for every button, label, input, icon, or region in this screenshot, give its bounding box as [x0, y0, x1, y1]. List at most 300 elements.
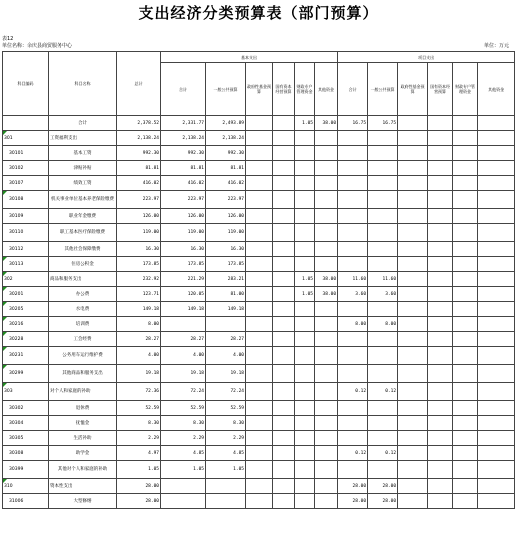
- cell-p-general: [368, 161, 398, 176]
- row-name: 抚恤金: [49, 416, 117, 431]
- cell-p-state: [428, 347, 453, 365]
- cell-b-state: [273, 383, 295, 401]
- row-name: 生活补助: [49, 431, 117, 446]
- cell-p-other: [478, 446, 515, 461]
- header-basic: 基本支出: [161, 52, 338, 63]
- comment-marker-icon: [3, 347, 7, 351]
- row-name: 津贴补贴: [49, 161, 117, 176]
- comment-marker-icon: [3, 287, 7, 291]
- cell-p-other: [478, 401, 515, 416]
- cell-p-state: [428, 461, 453, 479]
- cell-p-fiscal: [453, 401, 478, 416]
- cell-b-general: 19.18: [206, 365, 246, 383]
- cell-b-other: [315, 131, 338, 146]
- cell-b-other: [315, 416, 338, 431]
- header-project: 项目支出: [338, 52, 515, 63]
- header-project-other: 其他资金: [478, 63, 515, 116]
- cell-p-other: [478, 272, 515, 287]
- cell-total: 119.00: [117, 224, 161, 242]
- row-name: 工会经费: [49, 332, 117, 347]
- cell-b-state: [273, 494, 295, 509]
- row-name: 职工基本医疗保险缴费: [49, 224, 117, 242]
- cell-b-total: 72.24: [161, 383, 206, 401]
- cell-p-general: [368, 416, 398, 431]
- cell-b-fiscal: [295, 146, 315, 161]
- row-code-text: 303: [4, 389, 13, 394]
- cell-p-fiscal: [453, 131, 478, 146]
- cell-p-state: [428, 383, 453, 401]
- cell-total: 2.29: [117, 431, 161, 446]
- header-basic-state-capital: 国有资本经营预算: [273, 63, 295, 116]
- cell-p-total: 11.60: [338, 272, 368, 287]
- cell-b-other: [315, 383, 338, 401]
- cell-p-gov: [398, 317, 428, 332]
- cell-total: 126.00: [117, 209, 161, 224]
- cell-p-other: [478, 191, 515, 209]
- row-code: [3, 332, 49, 347]
- cell-b-total: 1.05: [161, 461, 206, 479]
- cell-total: 416.02: [117, 176, 161, 191]
- row-code-text: 31006: [9, 498, 24, 504]
- row-code-text: 30102: [9, 165, 24, 171]
- table-row: [3, 401, 515, 416]
- row-code: [3, 191, 49, 209]
- row-code: [3, 401, 49, 416]
- cell-b-gov: [246, 416, 273, 431]
- cell-p-fiscal: [453, 146, 478, 161]
- cell-p-other: [478, 416, 515, 431]
- cell-p-total: [338, 416, 368, 431]
- cell-b-fiscal: [295, 317, 315, 332]
- cell-p-other: [478, 365, 515, 383]
- cell-b-gov: [246, 461, 273, 479]
- cell-p-total: [338, 161, 368, 176]
- cell-b-gov: [246, 272, 273, 287]
- cell-b-total: 52.59: [161, 401, 206, 416]
- cell-p-gov: [398, 146, 428, 161]
- cell-total: 2,138.24: [117, 131, 161, 146]
- comment-marker-icon: [3, 479, 7, 483]
- cell-b-total: [161, 479, 206, 494]
- cell-p-general: [368, 257, 398, 272]
- cell-p-general: 8.00: [368, 317, 398, 332]
- cell-p-state: [428, 191, 453, 209]
- cell-b-general: 81.00: [206, 287, 246, 302]
- cell-p-gov: [398, 365, 428, 383]
- row-code: [3, 446, 49, 461]
- table-row: [3, 347, 515, 365]
- cell-total: 52.59: [117, 401, 161, 416]
- cell-p-state: [428, 416, 453, 431]
- cell-b-state: [273, 416, 295, 431]
- cell-p-state: [428, 494, 453, 509]
- table-row: [3, 257, 515, 272]
- cell-b-fiscal: [295, 401, 315, 416]
- cell-p-general: [368, 302, 398, 317]
- cell-b-state: [273, 317, 295, 332]
- cell-b-fiscal: 1.05: [295, 272, 315, 287]
- cell-b-state: [273, 257, 295, 272]
- cell-p-other: [478, 161, 515, 176]
- cell-b-total: 4.00: [161, 347, 206, 365]
- table-row: [3, 287, 515, 302]
- cell-p-other: [478, 494, 515, 509]
- cell-p-total: 8.00: [338, 317, 368, 332]
- cell-p-general: [368, 131, 398, 146]
- header-project-gov-fund: 政府性基金预算: [398, 63, 428, 116]
- cell-p-other: [478, 332, 515, 347]
- cell-b-fiscal: [295, 461, 315, 479]
- cell-b-other: [315, 431, 338, 446]
- cell-b-state: [273, 224, 295, 242]
- cell-total: 16.30: [117, 242, 161, 257]
- cell-b-general: 119.00: [206, 224, 246, 242]
- cell-b-fiscal: [295, 224, 315, 242]
- comment-marker-icon: [3, 302, 7, 306]
- cell-b-general: [206, 479, 246, 494]
- cell-total: 992.30: [117, 146, 161, 161]
- header-code: 科目编码: [3, 52, 49, 116]
- header-basic-other: 其他资金: [315, 63, 338, 116]
- cell-p-total: [338, 332, 368, 347]
- row-name: 水电费: [49, 302, 117, 317]
- table-row: [3, 302, 515, 317]
- row-code-text: 30112: [9, 246, 24, 252]
- cell-p-fiscal: [453, 287, 478, 302]
- form-code: 表12: [2, 36, 14, 42]
- header-basic-fiscal-account: 财政专户管理资金: [295, 63, 315, 116]
- cell-b-state: [273, 479, 295, 494]
- cell-p-other: [478, 347, 515, 365]
- cell-p-state: [428, 242, 453, 257]
- table-row: [3, 317, 515, 332]
- cell-p-total: [338, 431, 368, 446]
- cell-b-gov: [246, 494, 273, 509]
- row-name: 工资福利支出: [49, 131, 117, 146]
- cell-p-fiscal: [453, 365, 478, 383]
- cell-p-fiscal: [453, 416, 478, 431]
- cell-p-fiscal: [453, 272, 478, 287]
- cell-b-other: 38.00: [315, 116, 338, 131]
- cell-b-total: 221.29: [161, 272, 206, 287]
- row-code: [3, 479, 49, 494]
- row-code: [3, 176, 49, 191]
- cell-p-state: [428, 224, 453, 242]
- cell-b-total: 28.27: [161, 332, 206, 347]
- cell-b-fiscal: [295, 494, 315, 509]
- cell-p-gov: [398, 209, 428, 224]
- row-code: [3, 287, 49, 302]
- table-body: [3, 116, 515, 509]
- page-title: 支出经济分类预算表（部门预算）: [138, 4, 379, 22]
- cell-b-other: [315, 161, 338, 176]
- cell-b-other: [315, 365, 338, 383]
- cell-p-other: [478, 176, 515, 191]
- cell-b-fiscal: [295, 431, 315, 446]
- cell-p-fiscal: [453, 317, 478, 332]
- cell-p-state: [428, 116, 453, 131]
- row-code-text: 30107: [9, 180, 24, 186]
- cell-b-fiscal: [295, 257, 315, 272]
- row-code-text: 30228: [9, 336, 24, 342]
- cell-b-other: [315, 257, 338, 272]
- cell-p-gov: [398, 116, 428, 131]
- cell-p-total: [338, 176, 368, 191]
- cell-b-gov: [246, 209, 273, 224]
- cell-b-total: 416.02: [161, 176, 206, 191]
- cell-p-other: [478, 146, 515, 161]
- cell-p-state: [428, 401, 453, 416]
- cell-p-state: [428, 302, 453, 317]
- cell-p-general: 28.00: [368, 494, 398, 509]
- cell-b-state: [273, 365, 295, 383]
- cell-b-gov: [246, 224, 273, 242]
- cell-b-other: [315, 191, 338, 209]
- cell-p-general: [368, 176, 398, 191]
- cell-b-other: [315, 302, 338, 317]
- row-code-text: 30299: [9, 371, 24, 376]
- cell-b-general: [206, 494, 246, 509]
- cell-p-general: [368, 365, 398, 383]
- cell-p-general: [368, 461, 398, 479]
- row-code-text: 30231: [9, 353, 24, 358]
- row-code-text: 30399: [9, 467, 24, 472]
- cell-b-other: [315, 401, 338, 416]
- cell-p-fiscal: [453, 479, 478, 494]
- row-name: 大型修缮: [49, 494, 117, 509]
- table-row: [3, 191, 515, 209]
- unit-name: 单位名称：余庆县商贸服务中心: [2, 43, 73, 49]
- cell-b-state: [273, 242, 295, 257]
- row-code: [3, 347, 49, 365]
- row-name: 办公费: [49, 287, 117, 302]
- cell-p-other: [478, 224, 515, 242]
- cell-b-other: [315, 317, 338, 332]
- cell-b-general: 4.00: [206, 347, 246, 365]
- row-code-text: 30113: [9, 261, 24, 267]
- cell-b-total: [161, 494, 206, 509]
- row-code-text: 30108: [9, 197, 24, 202]
- row-code: [3, 302, 49, 317]
- cell-b-other: [315, 242, 338, 257]
- cell-b-gov: [246, 191, 273, 209]
- cell-b-gov: [246, 131, 273, 146]
- cell-b-fiscal: [295, 131, 315, 146]
- cell-b-fiscal: [295, 191, 315, 209]
- cell-p-general: [368, 347, 398, 365]
- money-unit: 单位：万元: [483, 43, 509, 49]
- cell-p-fiscal: [453, 191, 478, 209]
- table-row: [3, 332, 515, 347]
- cell-b-total: 120.05: [161, 287, 206, 302]
- comment-marker-icon: [3, 332, 7, 336]
- row-code: [3, 461, 49, 479]
- cell-p-fiscal: [453, 332, 478, 347]
- row-name: 商品和服务支出: [49, 272, 117, 287]
- cell-p-total: [338, 401, 368, 416]
- cell-b-general: 149.18: [206, 302, 246, 317]
- cell-p-state: [428, 209, 453, 224]
- cell-p-total: [338, 146, 368, 161]
- cell-p-other: [478, 383, 515, 401]
- table-row: [3, 446, 515, 461]
- cell-p-other: [478, 242, 515, 257]
- cell-p-total: 28.00: [338, 479, 368, 494]
- row-name: 机关事业单位基本养老保险缴费: [49, 191, 117, 209]
- cell-p-gov: [398, 131, 428, 146]
- comment-marker-icon: [3, 383, 7, 387]
- row-code: [3, 131, 49, 146]
- cell-b-general: 81.81: [206, 161, 246, 176]
- row-code: [3, 257, 49, 272]
- row-code-text: 30308: [9, 450, 24, 456]
- header-project-fiscal-account: 财政专户管理资金: [453, 63, 478, 116]
- cell-b-fiscal: [295, 209, 315, 224]
- cell-b-general: 992.30: [206, 146, 246, 161]
- cell-b-other: [315, 347, 338, 365]
- cell-b-total: 992.30: [161, 146, 206, 161]
- cell-p-total: 28.00: [338, 494, 368, 509]
- row-name: 公务用车运行维护费: [49, 347, 117, 365]
- cell-p-fiscal: [453, 176, 478, 191]
- row-name: 绩效工资: [49, 176, 117, 191]
- cell-b-fiscal: [295, 416, 315, 431]
- row-code-text: 30201: [9, 291, 24, 297]
- cell-p-gov: [398, 272, 428, 287]
- row-name: 对个人和家庭的补助: [49, 383, 117, 401]
- header-project-state-capital: 国有资本经营预算: [428, 63, 453, 116]
- cell-p-general: 16.75: [368, 116, 398, 131]
- cell-b-state: [273, 461, 295, 479]
- cell-p-general: [368, 431, 398, 446]
- cell-p-total: [338, 302, 368, 317]
- cell-total: 81.81: [117, 161, 161, 176]
- table-row: [3, 224, 515, 242]
- cell-b-general: [206, 317, 246, 332]
- cell-b-total: 223.97: [161, 191, 206, 209]
- cell-p-general: [368, 224, 398, 242]
- cell-b-state: [273, 287, 295, 302]
- cell-p-total: [338, 365, 368, 383]
- cell-p-total: [338, 191, 368, 209]
- cell-b-fiscal: [295, 446, 315, 461]
- cell-p-fiscal: [453, 461, 478, 479]
- cell-p-fiscal: [453, 257, 478, 272]
- cell-p-state: [428, 365, 453, 383]
- cell-b-gov: [246, 479, 273, 494]
- cell-p-total: [338, 257, 368, 272]
- header-basic-total: 合计: [161, 63, 206, 116]
- cell-total: 1.05: [117, 461, 161, 479]
- row-name: 职业年金缴费: [49, 209, 117, 224]
- table-row: [3, 461, 515, 479]
- row-code-text: 30101: [9, 150, 24, 156]
- cell-b-general: 4.85: [206, 446, 246, 461]
- cell-b-general: 2,138.24: [206, 131, 246, 146]
- cell-b-state: [273, 272, 295, 287]
- cell-b-gov: [246, 383, 273, 401]
- cell-p-gov: [398, 479, 428, 494]
- row-code: [3, 416, 49, 431]
- cell-b-total: 2,331.77: [161, 116, 206, 131]
- row-code: [3, 272, 49, 287]
- cell-p-gov: [398, 383, 428, 401]
- row-code-text: 30216: [9, 321, 24, 327]
- cell-b-other: [315, 332, 338, 347]
- cell-b-fiscal: [295, 302, 315, 317]
- budget-table: [2, 51, 515, 509]
- cell-p-fiscal: [453, 431, 478, 446]
- cell-p-gov: [398, 446, 428, 461]
- header-basic-general: 一般公共预算: [206, 63, 246, 116]
- cell-p-fiscal: [453, 302, 478, 317]
- cell-p-total: 0.12: [338, 383, 368, 401]
- cell-b-state: [273, 161, 295, 176]
- cell-b-state: [273, 302, 295, 317]
- cell-b-gov: [246, 365, 273, 383]
- cell-b-state: [273, 446, 295, 461]
- cell-p-other: [478, 131, 515, 146]
- table-row: [3, 116, 515, 131]
- cell-b-fiscal: [295, 176, 315, 191]
- cell-p-general: [368, 191, 398, 209]
- cell-b-total: 2.29: [161, 431, 206, 446]
- cell-p-gov: [398, 257, 428, 272]
- row-name: 其他社会保障缴费: [49, 242, 117, 257]
- row-name: 助学金: [49, 446, 117, 461]
- row-code: [3, 242, 49, 257]
- cell-b-other: [315, 461, 338, 479]
- row-code: [3, 161, 49, 176]
- cell-b-other: 38.00: [315, 272, 338, 287]
- cell-b-state: [273, 332, 295, 347]
- cell-b-other: [315, 479, 338, 494]
- cell-p-general: 0.12: [368, 383, 398, 401]
- cell-p-total: [338, 131, 368, 146]
- row-name: 培训费: [49, 317, 117, 332]
- cell-p-general: [368, 401, 398, 416]
- cell-b-gov: [246, 446, 273, 461]
- cell-p-general: [368, 146, 398, 161]
- cell-b-general: 8.30: [206, 416, 246, 431]
- row-code-text: 301: [4, 135, 13, 141]
- cell-p-gov: [398, 224, 428, 242]
- cell-total: 28.00: [117, 479, 161, 494]
- cell-b-total: 81.81: [161, 161, 206, 176]
- cell-b-total: 19.18: [161, 365, 206, 383]
- cell-b-other: [315, 494, 338, 509]
- cell-p-gov: [398, 161, 428, 176]
- cell-b-fiscal: [295, 479, 315, 494]
- cell-b-state: [273, 146, 295, 161]
- cell-p-fiscal: [453, 209, 478, 224]
- cell-p-other: [478, 461, 515, 479]
- cell-p-total: [338, 224, 368, 242]
- cell-p-gov: [398, 416, 428, 431]
- row-name: 基本工资: [49, 146, 117, 161]
- cell-b-total: 149.18: [161, 302, 206, 317]
- cell-p-general: [368, 332, 398, 347]
- cell-p-state: [428, 257, 453, 272]
- cell-b-general: 223.97: [206, 191, 246, 209]
- cell-p-state: [428, 146, 453, 161]
- cell-total: 28.27: [117, 332, 161, 347]
- row-name: 资本性支出: [49, 479, 117, 494]
- header-total: 总计: [117, 52, 161, 116]
- cell-p-general: [368, 209, 398, 224]
- cell-p-general: 0.12: [368, 446, 398, 461]
- table-row: [3, 431, 515, 446]
